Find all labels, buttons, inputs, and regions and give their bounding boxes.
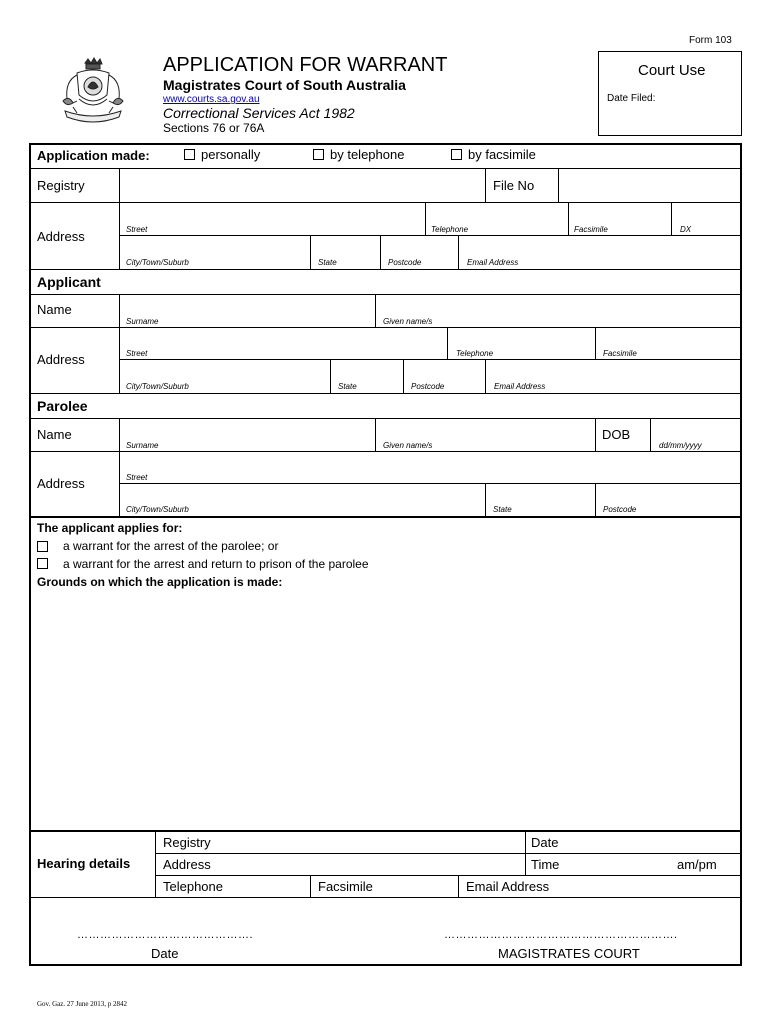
hearing-address-label: Address (163, 857, 211, 872)
applicant-state-label: State (338, 382, 357, 391)
hearing-facsimile-label: Facsimile (318, 879, 373, 894)
form-title: APPLICATION FOR WARRANT (163, 54, 448, 76)
hearing-email-label: Email Address (466, 879, 550, 894)
applicant-heading: Applicant (37, 274, 101, 290)
date-signature-line: ………………………………………. (77, 929, 254, 941)
applicant-name-label: Name (37, 302, 72, 317)
applies-for-heading: The applicant applies for: (37, 521, 183, 535)
applicant-city-label: City/Town/Suburb (126, 382, 189, 391)
registry-label: Registry (37, 178, 85, 193)
hearing-registry-label: Registry (163, 835, 211, 850)
court-street-label: Street (126, 225, 148, 234)
court-name: Magistrates Court of South Australia (163, 77, 406, 93)
grounds-textarea[interactable] (31, 592, 740, 828)
parolee-heading: Parolee (37, 398, 88, 414)
act-name: Correctional Services Act 1982 (163, 105, 355, 121)
by-telephone-checkbox[interactable] (313, 149, 324, 160)
registry-field[interactable] (120, 169, 484, 201)
court-use-box (598, 51, 742, 136)
hearing-details-label: Hearing details (37, 856, 131, 871)
court-city-label: City/Town/Suburb (126, 258, 189, 267)
hearing-date-label: Date (531, 835, 559, 850)
parolee-dob-label: DOB (602, 427, 631, 442)
court-website-link[interactable]: www.courts.sa.gov.au (163, 94, 260, 105)
parolee-city-label: City/Town/Suburb (126, 505, 189, 514)
court-address-label: Address (37, 229, 85, 244)
applicant-postcode-label: Postcode (411, 382, 445, 391)
by-telephone-label: by telephone (330, 147, 405, 162)
court-email-label: Email Address (467, 258, 519, 267)
date-filed-label: Date Filed: (607, 93, 656, 104)
applicant-surname-label: Surname (126, 317, 159, 326)
applicant-given-label: Given name/s (383, 317, 433, 326)
personally-label: personally (201, 147, 261, 162)
court-dx-label: DX (680, 225, 692, 234)
parolee-given-label: Given name/s (383, 441, 433, 450)
arrest-warrant-checkbox[interactable] (37, 541, 48, 552)
parolee-dob-format: dd/mm/yyyy (659, 441, 702, 450)
magistrates-court-label: MAGISTRATES COURT (498, 946, 640, 961)
parolee-state-label: State (493, 505, 512, 514)
by-facsimile-checkbox[interactable] (451, 149, 462, 160)
court-use-title: Court Use (638, 62, 706, 79)
application-made-label: Application made: (37, 148, 150, 163)
court-telephone-label: Telephone (431, 225, 469, 234)
sections-text: Sections 76 or 76A (163, 121, 265, 135)
personally-checkbox[interactable] (184, 149, 195, 160)
magistrates-signature-line: ……………………………………………………. (444, 929, 678, 941)
arrest-return-warrant-checkbox[interactable] (37, 558, 48, 569)
applicant-address-label: Address (37, 352, 85, 367)
applicant-facsimile-label: Facsimile (603, 349, 637, 358)
file-no-label: File No (493, 178, 535, 193)
arrest-warrant-label: a warrant for the arrest of the parolee; or (63, 539, 279, 553)
applicant-email-label: Email Address (494, 382, 546, 391)
applicant-street-label: Street (126, 349, 148, 358)
parolee-address-label: Address (37, 476, 85, 491)
parolee-surname-label: Surname (126, 441, 159, 450)
gazette-footer: Gov. Gaz. 27 June 2013, p 2842 (37, 1000, 127, 1008)
hearing-ampm-label: am/pm (677, 857, 717, 872)
parolee-street-label: Street (126, 473, 148, 482)
grounds-heading: Grounds on which the application is made: (37, 575, 283, 589)
file-no-field[interactable] (559, 169, 741, 201)
parolee-postcode-label: Postcode (603, 505, 637, 514)
applicant-telephone-label: Telephone (456, 349, 494, 358)
hearing-telephone-label: Telephone (163, 879, 223, 894)
coat-of-arms-emblem (55, 55, 130, 130)
signature-date-label: Date (151, 946, 179, 961)
court-state-label: State (318, 258, 337, 267)
parolee-name-label: Name (37, 427, 72, 442)
form-number: Form 103 (689, 35, 732, 46)
by-facsimile-label: by facsimile (468, 147, 536, 162)
hearing-time-label: Time (531, 857, 560, 872)
court-postcode-label: Postcode (388, 258, 422, 267)
arrest-return-warrant-label: a warrant for the arrest and return to prison of the parolee (63, 557, 369, 571)
court-facsimile-label: Facsimile (574, 225, 608, 234)
